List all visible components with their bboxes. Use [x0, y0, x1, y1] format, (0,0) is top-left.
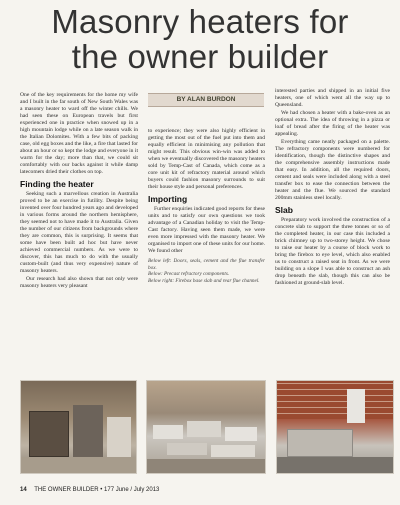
section-heading: Finding the heater — [20, 179, 94, 189]
section-heading: Importing — [148, 194, 188, 204]
footer-text: THE OWNER BUILDER • 177 June / July 2013 — [34, 487, 160, 493]
section-heading: Slab — [275, 205, 293, 215]
caption: Below left: Doors, seals, cement and the flue transfer box. — [148, 258, 265, 271]
photo-captions — [148, 258, 265, 284]
caption: Below: Precast refractory components. — [148, 271, 230, 278]
photo-firebox-slab — [276, 380, 394, 474]
title-line-2: the owner builder — [71, 38, 329, 75]
paragraph: We had chosen a heater with a bake-oven as an optional extra. The idea of throwing in a pizza or loaf of bread after the firing of the heater was appealing. — [275, 110, 390, 137]
paragraph: Preparatory work involved the construction of a concrete slab to support the three tonnes or so of the completed heater, in our case this included a brick chimney up to two-storey height. We chose to raise our heater by a course of block work to bring the firebox to eye level, which also enabled us to construct a raised seat in front. As we were building on a slope I was able to construct an ash drop beneath the slab, though this can also be fashioned at ground-slab level. — [275, 217, 390, 286]
title-line-1: Masonry heaters for — [51, 3, 349, 40]
byline: BY ALAN BURDON — [148, 93, 264, 107]
photo-doors-seals — [20, 380, 137, 474]
article-title — [0, 4, 400, 74]
paragraph: to experience; they were also highly efficient in getting the most out of the fuel put into them and equally efficient in minimising any pollution that might result. This obvious win-win was added to when we eventually discovered the masonry heaters sold by Temp-Cast of Canada, which come as a core unit kit of refractory material around which buyers could fashion masonry surrounds to suit their house style and personal preferences. — [148, 128, 265, 190]
paragraph: Our research had also shown that not only were masonry heaters very pleasant — [20, 276, 138, 289]
column-2 — [148, 128, 265, 284]
page-footer — [20, 485, 390, 495]
paragraph: Further enquiries indicated good reports for these units and to satisfy our own questions we took advantage of a Canadian holiday to visit the Temp-Cast factory. Having seen them made, we were even more impressed with the masonry heater. We organised to import one of these units for our home. We found other — [148, 206, 265, 254]
paragraph: One of the key requirements for the home my wife and I built in the far south of New South Wales was a masonry heater to ward off the winter chills. We had seen these on European travels but first experienced one in practice when snowed up in a high mountain lodge while on a late season walk in the Italian Dolomites. With a few bits of packing case, old egg boxes and the like, a fire that lasted for about an hour or so kept the lodge and everyone in it warm for the day; more than that, we could sit comfortably with our backs against it while damp latecomers dried their clothes on top. — [20, 92, 138, 175]
paragraph: Seeking such a marvellous creation in Australia proved to be an exercise in futility. Despite being invented over four hundred years ago and developed in various forms around the northern hemisphere, they seemed not to have made it to Australia. Given the number of our citizens from backgrounds where they are common, this is surprising. It seems that some have been built ad hoc but have never achieved commercial numbers. As we were to discover, this has much to do with the usually custom-built (and thus very expensive) nature of masonry heaters. — [20, 191, 138, 274]
page-number: 14 — [20, 487, 27, 493]
column-1 — [20, 92, 138, 291]
paragraph: interested parties and shipped in an initial five heaters, one of which went all the way up to Queensland. — [275, 88, 390, 108]
photo-refractory-components — [146, 380, 266, 474]
paragraph: Everything came neatly packaged on a palette. The refractory components were numbered for identification, though the distinctive shapes and the comprehensive assembly instructions made that easy. In addition, all the required doors, cement and seals were included along with a steel transfer box to ease the connection between the heater and the flue. We sourced the standard 200mm stainless steel locally. — [275, 139, 390, 201]
column-3 — [275, 88, 390, 288]
caption: Below right: Firebox base slab and rear flue channel. — [148, 277, 260, 284]
